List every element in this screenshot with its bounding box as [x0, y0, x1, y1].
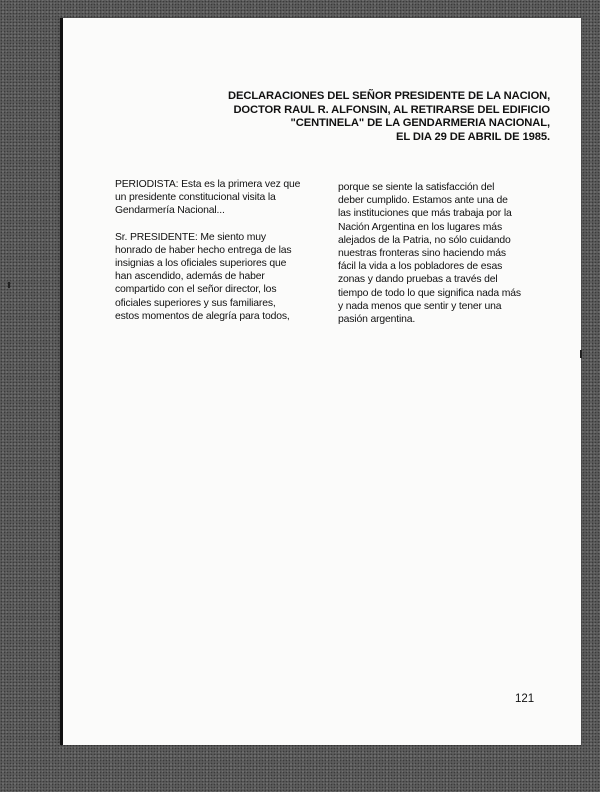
- text-line: honrado de haber hecho entrega de las: [115, 244, 292, 256]
- title-line: "CENTINELA" DE LA GENDARMERIA NACIONAL,: [290, 117, 550, 129]
- text-line: nuestras fronteras sino haciendo más: [338, 248, 506, 260]
- left-column: [115, 178, 325, 323]
- page-number: 121: [515, 693, 535, 705]
- text-line: Gendarmería Nacional...: [115, 205, 225, 217]
- document-title: [228, 90, 550, 144]
- text-line: porque se siente la satisfacción del: [338, 182, 495, 193]
- text-line: un presidente constitucional visita la: [115, 192, 276, 204]
- text-line: insignias a los oficiales superiores que: [115, 258, 287, 270]
- title-line: DECLARACIONES DEL SEÑOR PRESIDENTE DE LA NACION,: [228, 90, 551, 102]
- text-line: estos momentos de alegría para todos,: [115, 310, 290, 322]
- text-line: oficiales superiores y sus familiares,: [115, 297, 276, 309]
- text-line: deber cumplido. Estamos ante una de: [338, 195, 508, 207]
- text-line: Nación Argentina en los lugares más: [338, 221, 502, 233]
- text-line: han ascendido, además de haber: [115, 271, 265, 283]
- text-line: PERIODISTA: Esta es la primera vez que: [115, 179, 301, 190]
- text-line: compartido con el señor director, los: [115, 284, 277, 296]
- text-line: las instituciones que más trabaja por la: [338, 208, 512, 220]
- right-column: [338, 181, 553, 326]
- paragraph-gap: [115, 218, 325, 231]
- text-line: fácil la vida a los pobladores de esas: [338, 261, 503, 273]
- document-page: [60, 18, 581, 745]
- text-line: zonas y dando pruebas a través del: [338, 274, 498, 286]
- text-line: y nada menos que sentir y tener una: [338, 300, 502, 312]
- title-line: DOCTOR RAUL R. ALFONSIN, AL RETIRARSE DEL EDIFICIO: [233, 103, 550, 116]
- scan-artifact: [8, 282, 10, 288]
- text-line: Sr. PRESIDENTE: Me siento muy: [115, 231, 266, 243]
- text-line: alejados de la Patria, no sólo cuidando: [338, 234, 511, 246]
- scan-artifact: [580, 350, 582, 358]
- text-line: tiempo de todo lo que significa nada más: [338, 287, 521, 299]
- title-line: EL DIA 29 DE ABRIL DE 1985.: [396, 130, 550, 143]
- text-line: pasión argentina.: [338, 314, 416, 326]
